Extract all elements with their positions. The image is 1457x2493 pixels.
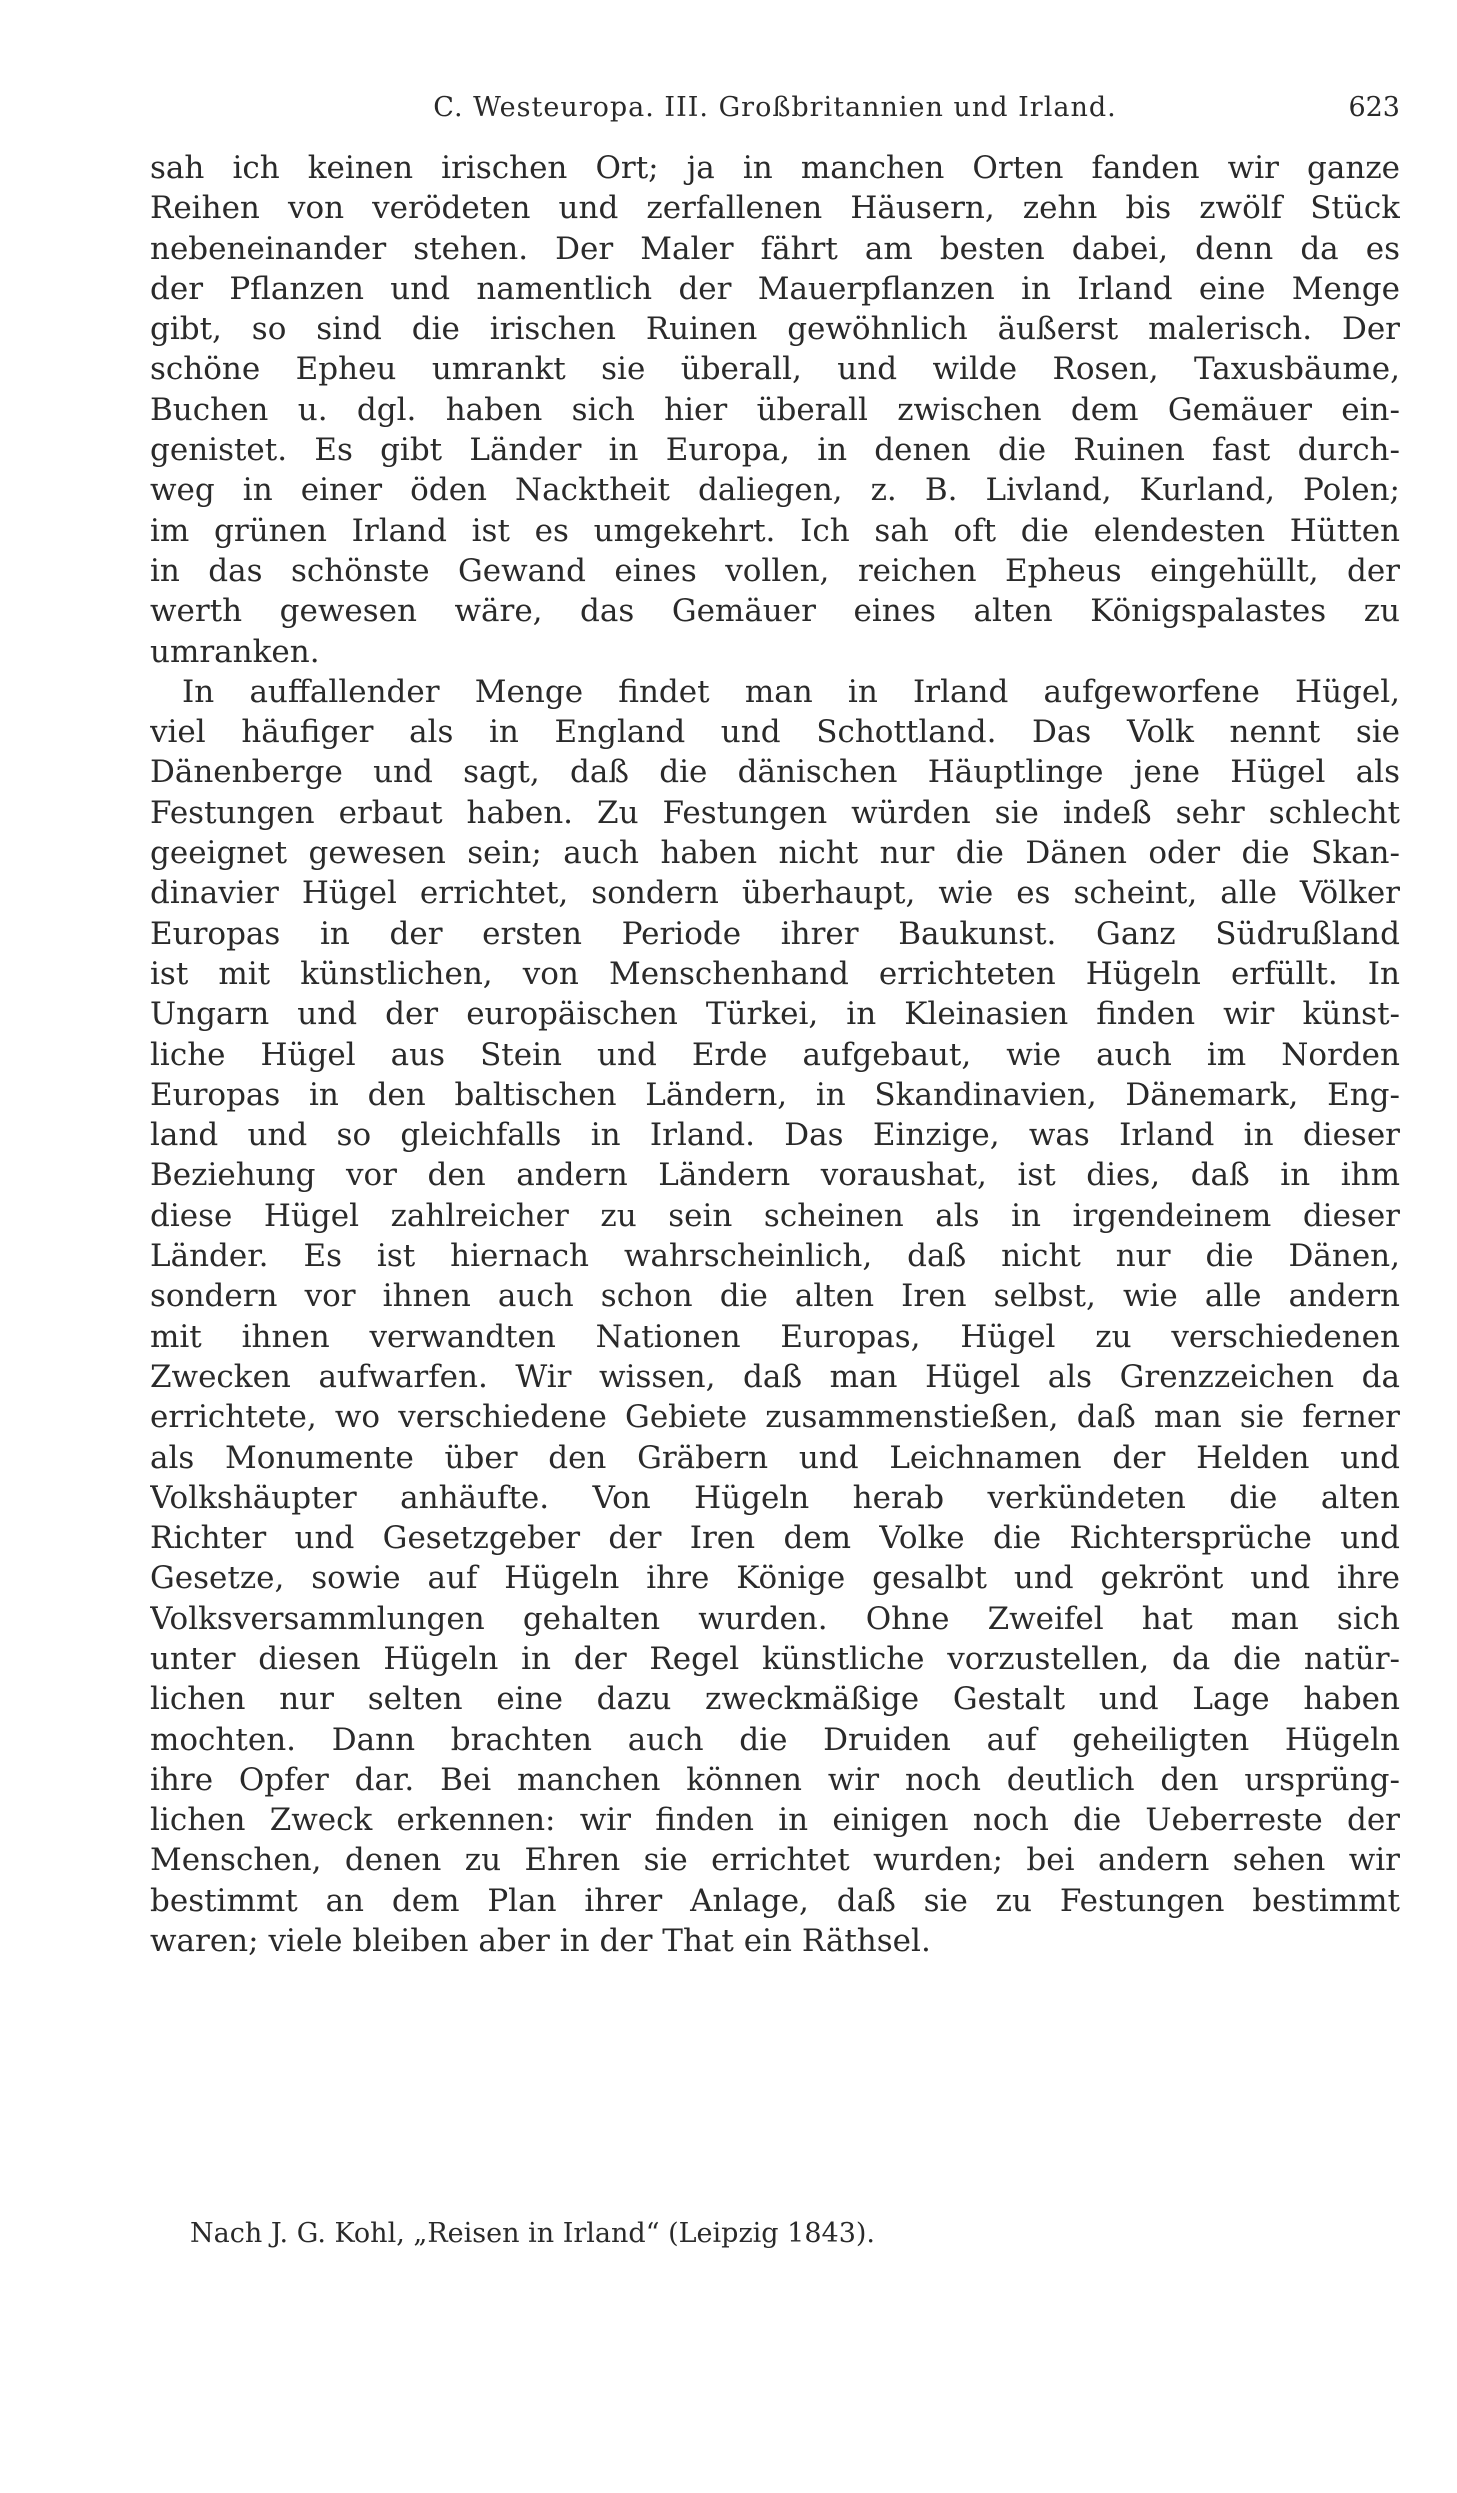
text-line: mochten. Dann brachten auch die Druiden auf geheiligten Hügeln bbox=[150, 1721, 1400, 1758]
text-line: gibt, so sind die irischen Ruinen gewöhnlich äußerst malerisch. Der bbox=[150, 311, 1400, 348]
text-line: ihre Opfer dar. Bei manchen können wir noch deutlich den ursprüng- bbox=[150, 1761, 1400, 1798]
text-line: waren; viele bleiben aber in der That ein Räthsel. bbox=[150, 1923, 931, 1960]
text-line: geeignet gewesen sein; auch haben nicht nur die Dänen oder die Skan- bbox=[150, 835, 1400, 872]
text-line: Europas in der ersten Periode ihrer Baukunst. Ganz Südrußland bbox=[150, 915, 1400, 952]
text-line: ist mit künstlichen, von Menschenhand errichteten Hügeln erfüllt. In bbox=[150, 955, 1400, 992]
text-line: mit ihnen verwandten Nationen Europas, Hügel zu verschiedenen bbox=[150, 1318, 1400, 1355]
text-line: sah ich keinen irischen Ort; ja in manchen Orten fanden wir ganze bbox=[150, 150, 1400, 186]
text-line: Gesetze, sowie auf Hügeln ihre Könige gesalbt und gekrönt und ihre bbox=[150, 1560, 1400, 1597]
text-line: Beziehung vor den andern Ländern voraushat, ist dies, daß in ihm bbox=[150, 1157, 1400, 1194]
text-line: Europas in den baltischen Ländern, in Skandinavien, Dänemark, Eng- bbox=[150, 1076, 1400, 1113]
text-line: Volksversammlungen gehalten wurden. Ohne Zweifel hat man sich bbox=[150, 1600, 1400, 1637]
text-line: Richter und Gesetzgeber der Iren dem Volke die Richtersprüche und bbox=[150, 1520, 1400, 1557]
text-line: liche Hügel aus Stein und Erde aufgebaut, wie auch im Norden bbox=[150, 1036, 1400, 1073]
body-text bbox=[150, 148, 1400, 1961]
running-header bbox=[150, 92, 1400, 132]
text-line: Zwecken aufwarfen. Wir wissen, daß man Hügel als Grenzzeichen da bbox=[150, 1358, 1400, 1395]
text-line: sondern vor ihnen auch schon die alten Iren selbst, wie alle andern bbox=[150, 1278, 1400, 1315]
page-number: 623 bbox=[1348, 92, 1400, 123]
text-line: im grünen Irland ist es umgekehrt. Ich sah oft die elendesten Hütten bbox=[150, 512, 1400, 549]
text-line: werth gewesen wäre, das Gemäuer eines alten Königspalastes zu bbox=[150, 593, 1400, 630]
source-citation: Nach J. G. Kohl, „Reisen in Irland“ (Leipzig 1843). bbox=[190, 2218, 875, 2249]
text-line: Ungarn und der europäischen Türkei, in Kleinasien finden wir künst- bbox=[150, 996, 1400, 1033]
text-line: genistet. Es gibt Länder in Europa, in denen die Ruinen fast durch- bbox=[150, 432, 1400, 469]
text-line: dinavier Hügel errichtet, sondern überhaupt, wie es scheint, alle Völker bbox=[150, 875, 1400, 912]
text-line: weg in einer öden Nacktheit daliegen, z. B. Livland, Kurland, Polen; bbox=[150, 472, 1400, 509]
text-line: errichtete, wo verschiedene Gebiete zusammenstießen, daß man sie ferner bbox=[150, 1399, 1400, 1436]
text-line: Reihen von verödeten und zerfallenen Häusern, zehn bis zwölf Stück bbox=[150, 190, 1400, 227]
text-line: der Pflanzen und namentlich der Mauerpflanzen in Irland eine Menge bbox=[150, 270, 1400, 307]
text-line: land und so gleichfalls in Irland. Das Einzige, was Irland in dieser bbox=[150, 1117, 1400, 1154]
text-line: Dänenberge und sagt, daß die dänischen Häuptlinge jene Hügel als bbox=[150, 754, 1400, 791]
text-line: Buchen u. dgl. haben sich hier überall zwischen dem Gemäuer ein- bbox=[150, 391, 1400, 428]
text-line: In auffallender Menge findet man in Irland aufgeworfene Hügel, bbox=[182, 673, 1400, 710]
text-line: nebeneinander stehen. Der Maler fährt am besten dabei, denn da es bbox=[150, 230, 1400, 267]
text-line: Volkshäupter anhäufte. Von Hügeln herab verkündeten die alten bbox=[150, 1479, 1400, 1516]
text-line: in das schönste Gewand eines vollen, reichen Epheus eingehüllt, der bbox=[150, 552, 1400, 589]
text-line: lichen nur selten eine dazu zweckmäßige Gestalt und Lage haben bbox=[150, 1681, 1400, 1718]
text-line: unter diesen Hügeln in der Regel künstliche vorzustellen, da die natür- bbox=[150, 1640, 1400, 1677]
text-line: lichen Zweck erkennen: wir finden in einigen noch die Ueberreste der bbox=[150, 1802, 1400, 1839]
text-line: schöne Epheu umrankt sie überall, und wilde Rosen, Taxusbäume, bbox=[150, 351, 1400, 388]
text-line: Länder. Es ist hiernach wahrscheinlich, daß nicht nur die Dänen, bbox=[150, 1238, 1400, 1275]
text-line: diese Hügel zahlreicher zu sein scheinen als in irgendeinem dieser bbox=[150, 1197, 1400, 1234]
text-line: Festungen erbaut haben. Zu Festungen würden sie indeß sehr schlecht bbox=[150, 794, 1400, 831]
text-line: als Monumente über den Gräbern und Leichnamen der Helden und bbox=[150, 1439, 1400, 1476]
text-line: viel häufiger als in England und Schottland. Das Volk nennt sie bbox=[150, 714, 1400, 751]
running-title: C. Westeuropa. III. Großbritannien und Irland. bbox=[433, 92, 1117, 123]
text-line: bestimmt an dem Plan ihrer Anlage, daß sie zu Festungen bestimmt bbox=[150, 1882, 1400, 1919]
text-line: umranken. bbox=[150, 633, 320, 670]
text-line: Menschen, denen zu Ehren sie errichtet wurden; bei andern sehen wir bbox=[150, 1842, 1400, 1879]
